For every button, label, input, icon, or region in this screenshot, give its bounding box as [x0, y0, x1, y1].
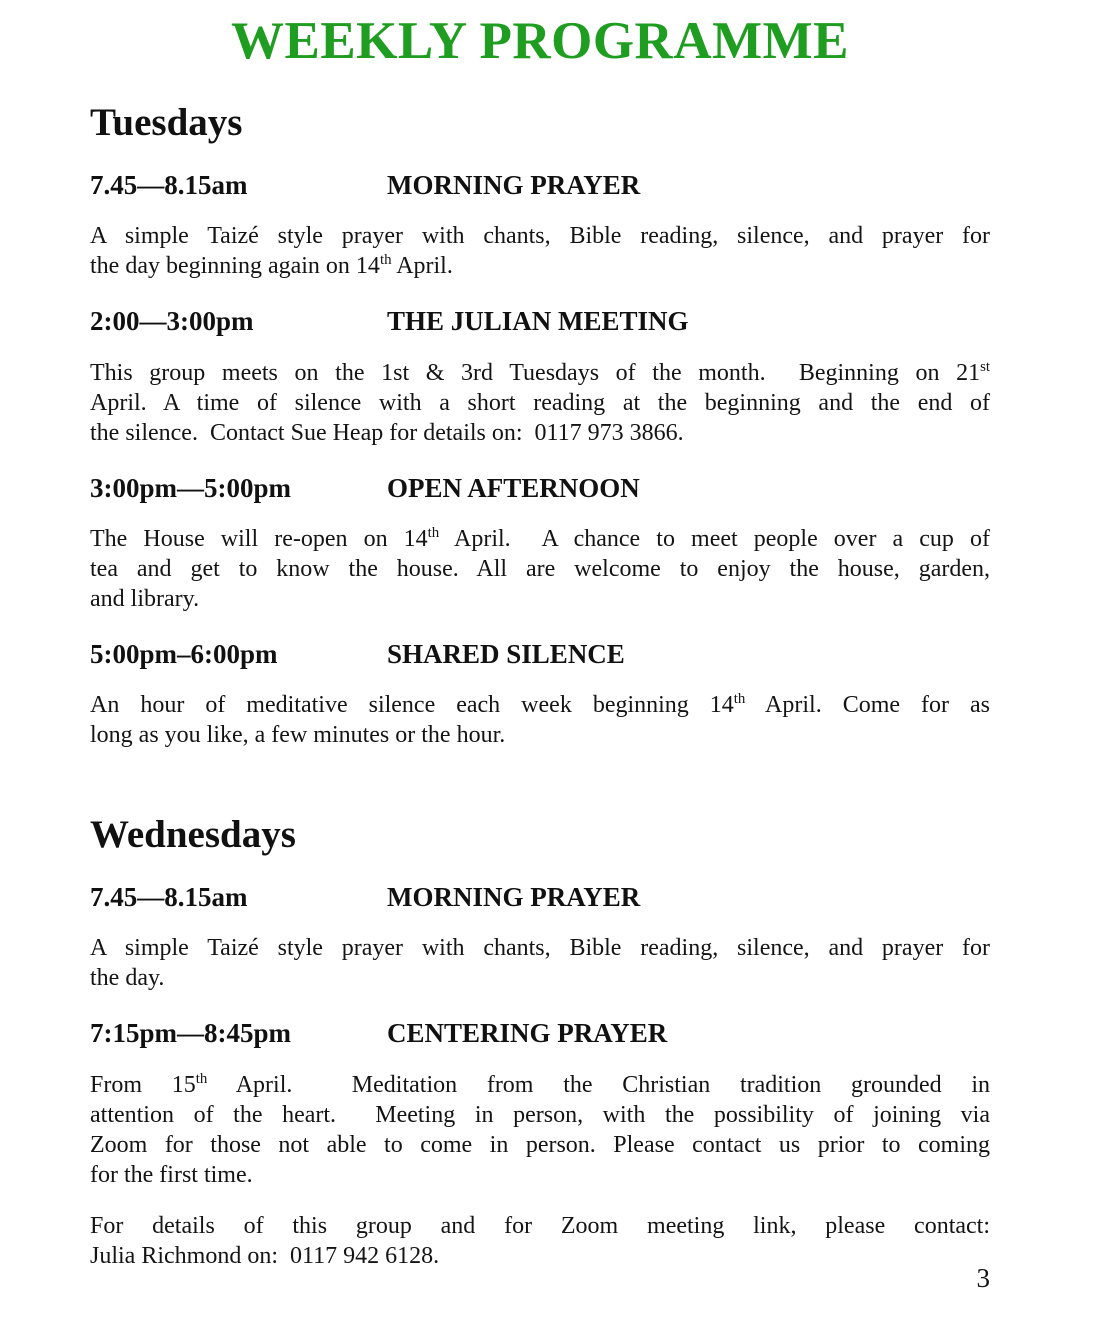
event-time: 7.45—8.15am: [90, 170, 248, 201]
day-section: [90, 814, 990, 1270]
text-line: attention of the heart. Meeting in person, with the possibility of joining via: [90, 1101, 990, 1128]
page-number: 3: [976, 1263, 990, 1293]
text-line: long as you like, a few minutes or the hour.: [90, 722, 506, 749]
text-line: An hour of meditative silence each week beginning 14th April. Come for as: [90, 691, 990, 719]
event-heading: [90, 473, 990, 503]
superscript-ordinal: st: [980, 358, 990, 375]
event-heading: [90, 1018, 990, 1048]
text-line: Julia Richmond on: 0117 942 6128.: [90, 1242, 440, 1269]
superscript-ordinal: th: [427, 524, 440, 541]
event-description: [90, 1211, 990, 1271]
text-line: The House will re-open on 14th April. A chance to meet people over a cup of: [90, 524, 990, 552]
event-time: 7:15pm—8:45pm: [90, 1018, 291, 1049]
event-description: [90, 524, 990, 614]
event-description: [90, 358, 990, 448]
text-line: A simple Taizé style prayer with chants, Bible reading, silence, and prayer for: [90, 935, 990, 962]
event-title: SHARED SILENCE: [387, 638, 625, 669]
superscript-ordinal: th: [733, 691, 746, 708]
text-line: April. A time of silence with a short reading at the beginning and the end of: [90, 389, 990, 416]
event-description: [90, 933, 990, 993]
text-line: For details of this group and for Zoom meeting link, please contact:: [90, 1212, 990, 1239]
text-line: the silence. Contact Sue Heap for details on: 0117 973 3866.: [90, 419, 684, 446]
superscript-ordinal: th: [195, 1070, 208, 1087]
text-line: the day.: [90, 965, 165, 992]
text-line: and library.: [90, 585, 200, 612]
event-description: [90, 1070, 990, 1190]
text-line: A simple Taizé style prayer with chants, Bible reading, silence, and prayer for: [90, 223, 990, 250]
text-line: tea and get to know the house. All are welcome to enjoy the house, garden,: [90, 555, 990, 582]
text-line: From 15th April. Meditation from the Christian tradition grounded in: [90, 1070, 991, 1098]
event-time: 2:00—3:00pm: [90, 306, 254, 337]
text-line: for the first time.: [90, 1161, 253, 1188]
text-line: This group meets on the 1st & 3rd Tuesdays of the month. Beginning on 21st: [90, 358, 990, 386]
page-title: WEEKLY PROGRAMME: [230, 12, 850, 70]
event-title: CENTERING PRAYER: [387, 1018, 668, 1049]
event-time: 5:00pm–6:00pm: [90, 638, 278, 669]
event-title: OPEN AFTERNOON: [387, 472, 640, 503]
text-line: Zoom for those not able to come in person. Please contact us prior to coming: [90, 1131, 990, 1158]
day-section: [90, 102, 990, 750]
event-description: [90, 690, 990, 750]
day-heading: Wednesdays: [90, 813, 296, 857]
day-heading: Tuesdays: [90, 101, 243, 145]
text-line: the day beginning again on 14th April.: [90, 252, 453, 280]
event-heading: [90, 639, 990, 669]
programme-days: [90, 102, 990, 1270]
event-time: 7.45—8.15am: [90, 882, 248, 913]
event-heading: [90, 882, 990, 912]
event-heading: [90, 306, 990, 336]
event-title: MORNING PRAYER: [387, 882, 641, 913]
superscript-ordinal: th: [379, 252, 392, 269]
event-time: 3:00pm—5:00pm: [90, 472, 291, 503]
event-heading: [90, 170, 990, 200]
event-description: [90, 221, 990, 281]
event-title: THE JULIAN MEETING: [387, 306, 689, 337]
event-title: MORNING PRAYER: [387, 170, 641, 201]
